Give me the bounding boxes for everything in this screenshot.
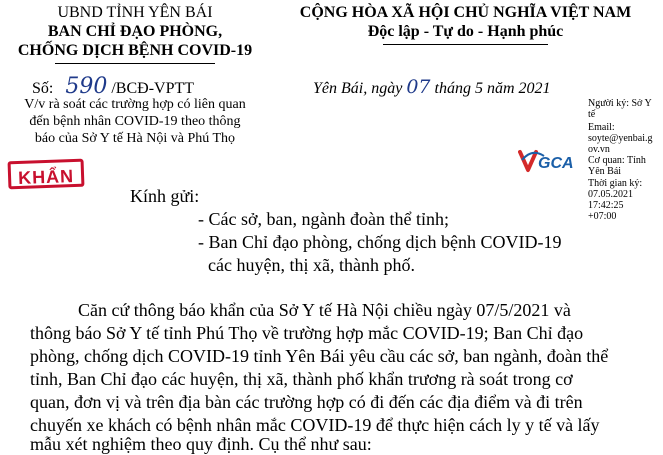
signature-agency-cont: Yên Bái [588,166,622,177]
body-line-2: thông báo Sở Y tế tỉnh Phú Thọ về trường hợp mắc COVID-19; Ban Chỉ đạo [30,323,584,343]
signature-time: 17:42:25 [588,200,624,211]
recipient-line1: - Các sở, ban, ngành đoàn thể tỉnh; [198,209,449,229]
signature-timezone: +07:00 [588,211,617,222]
date-suffix: tháng 5 năm 2021 [434,80,551,97]
issuing-authority: UBND TỈNH YÊN BÁI [57,4,213,21]
recipients-greeting: Kính gửi: [130,186,200,206]
vgca-logo-icon [518,146,588,176]
signature-email: soyte@yenbai.g [588,133,653,144]
authority-underline [55,63,215,64]
issuing-committee-line1: BAN CHỈ ĐẠO PHÒNG, [47,23,223,40]
document-number [32,74,194,99]
body-line-4: tỉnh, Ban Chỉ đạo các huyện, thị xã, thành phố khẩn trương rà soát trong cơ [30,369,573,389]
signature-email-cont: ov.vn [588,144,610,155]
body-line-5: quan, đơn vị và trên địa bàn các trường hợp có đi đến các địa điểm và đi trên [30,392,583,412]
signature-date: 07.05.2021 [588,189,633,200]
vgca-logo [518,146,588,176]
signature-agency: Cơ quan: Tỉnh [588,155,646,166]
body-line-3: phòng, chống dịch COVID-19 tỉnh Yên Bái yêu cầu các sở, ban ngành, đoàn thể [30,346,609,366]
svg-text:GCA: GCA [538,155,574,172]
body-line-7: mẫu xét nghiệm theo quy định. Cụ thể như sau: [30,434,372,454]
subject-line1: V/v rà soát các trường hợp có liên quan [24,97,246,112]
issuing-committee-line2: CHỐNG DỊCH BỆNH COVID-19 [17,42,253,59]
signature-email-label: Email: [588,122,615,133]
signature-time-label: Thời gian ký: [588,178,643,189]
motto-underline [383,44,548,45]
subject-line3: báo của Sở Y tế Hà Nội và Phú Thọ [34,131,236,146]
number-handwritten: 590 [65,74,108,99]
body-line-6: chuyến xe khách có bệnh nhân mắc COVID-19 để thực hiện cách ly y tế và lấy [30,415,600,435]
body-line-1: Căn cứ thông báo khẩn của Sở Y tế Hà Nội chiều ngày 07/5/2021 và [78,300,571,320]
date-day-handwritten: 07 [406,76,431,98]
urgent-stamp: KHẨN [8,159,85,190]
national-title: CỘNG HÒA XÃ HỘI CHỦ NGHĨA VIỆT NAM [299,4,632,21]
signature-signer-cont: tế [588,109,596,120]
national-motto: Độc lập - Tự do - Hạnh phúc [367,23,564,40]
number-suffix: /BCĐ-VPTT [111,80,195,97]
recipient-line2: - Ban Chỉ đạo phòng, chống dịch bệnh COVID-19 [198,232,562,252]
number-prefix: Số: [32,80,54,97]
signature-signer: Người ký: Sở Y [588,98,652,109]
recipient-line3: các huyện, thị xã, thành phố. [208,255,415,275]
issue-date [313,76,551,98]
date-prefix: Yên Bái, ngày [313,80,403,97]
subject-line2: đến bệnh nhân COVID-19 theo thông [29,114,241,129]
